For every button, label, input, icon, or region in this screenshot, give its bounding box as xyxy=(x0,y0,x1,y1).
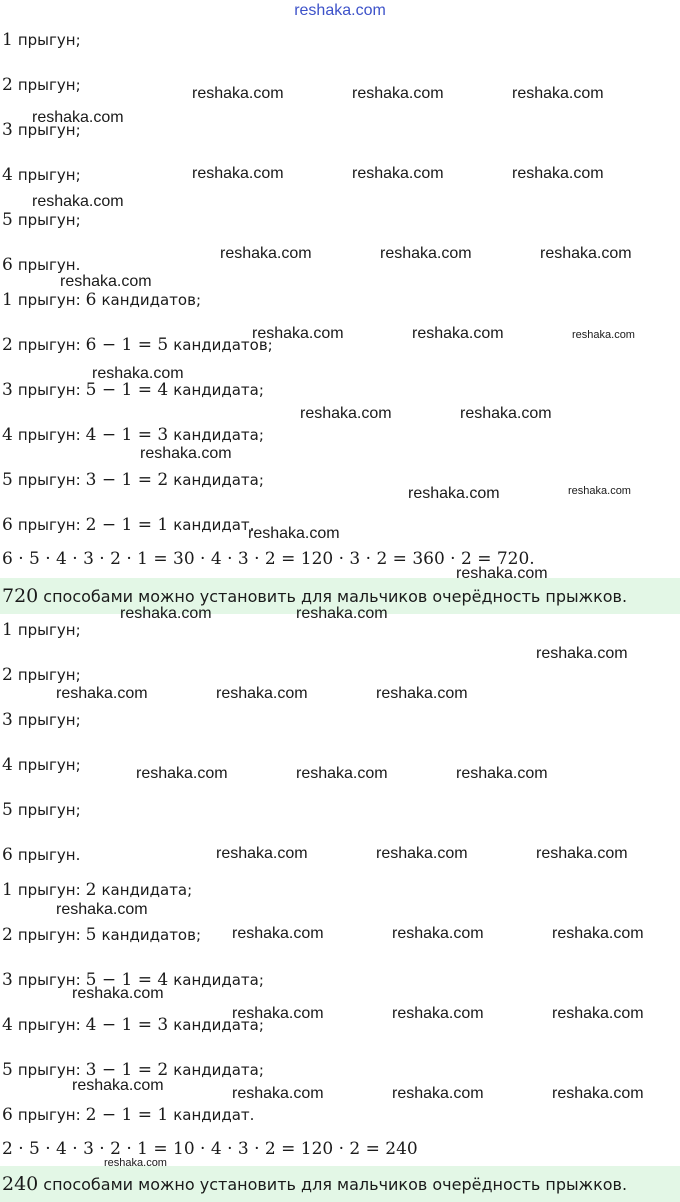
p2-candidate-word: кандидат. xyxy=(173,1106,255,1124)
p2-candidate-expr: 4 − 1 = 3 xyxy=(85,1015,169,1035)
p2-candidate-expr: 5 − 1 = 4 xyxy=(85,970,169,990)
p2-jumper-number: 2 xyxy=(2,665,13,685)
p1-jumper-line-6 xyxy=(2,255,80,275)
watermark: reshaka.com xyxy=(552,1005,644,1022)
p1-candidate-number: 2 xyxy=(2,335,13,355)
p2-candidate-number: 2 xyxy=(2,925,13,945)
watermark: reshaka.com xyxy=(232,1085,324,1102)
p2-candidate-label: прыгун: xyxy=(17,1016,81,1034)
watermark: reshaka.com xyxy=(140,445,232,462)
p1-jumper-line-4 xyxy=(2,165,81,185)
site-header-link[interactable]: reshaka.com xyxy=(294,2,386,19)
p1-candidate-line-6 xyxy=(2,515,254,535)
p1-answer-number: 720 xyxy=(2,585,39,607)
p1-jumper-text: прыгун; xyxy=(17,166,81,184)
p2-candidate-word: кандидата; xyxy=(173,971,264,989)
watermark: reshaka.com xyxy=(568,485,631,497)
p2-jumper-line-1 xyxy=(2,620,81,640)
p2-jumper-text: прыгун. xyxy=(17,846,81,864)
watermark: reshaka.com xyxy=(296,605,388,622)
p2-candidate-expr: 5 xyxy=(85,925,97,945)
p2-candidate-label: прыгун: xyxy=(17,926,81,944)
p1-candidate-label: прыгун: xyxy=(17,291,81,309)
p1-jumper-number: 3 xyxy=(2,120,13,140)
watermark: reshaka.com xyxy=(376,685,468,702)
p2-jumper-text: прыгун; xyxy=(17,801,81,819)
p1-candidate-label: прыгун: xyxy=(17,471,81,489)
watermark: reshaka.com xyxy=(392,1085,484,1102)
p2-jumper-text: прыгун; xyxy=(17,711,81,729)
p1-candidate-number: 4 xyxy=(2,425,13,445)
p1-jumper-text: прыгун; xyxy=(17,121,81,139)
watermark: reshaka.com xyxy=(412,325,504,342)
p2-candidate-expr: 2 xyxy=(85,880,97,900)
p1-candidate-expr: 2 − 1 = 1 xyxy=(85,515,169,535)
p1-candidate-expr: 4 − 1 = 3 xyxy=(85,425,169,445)
watermark: reshaka.com xyxy=(392,925,484,942)
watermark: reshaka.com xyxy=(72,985,164,1002)
p2-jumper-text: прыгун; xyxy=(17,666,81,684)
p2-answer-box xyxy=(0,1166,680,1202)
watermark: reshaka.com xyxy=(552,1085,644,1102)
p2-jumper-line-4 xyxy=(2,755,81,775)
watermark: reshaka.com xyxy=(536,645,628,662)
p1-candidate-word: кандидата; xyxy=(173,426,264,444)
p2-candidate-number: 1 xyxy=(2,880,13,900)
watermark: reshaka.com xyxy=(232,1005,324,1022)
watermark: reshaka.com xyxy=(56,685,148,702)
p2-formula: 2 · 5 · 4 · 3 · 2 · 1 = 10 · 4 · 3 · 2 = 120 · 2 = 240 xyxy=(2,1139,418,1159)
watermark: reshaka.com xyxy=(136,765,228,782)
p1-candidate-word: кандидата; xyxy=(173,471,264,489)
watermark: reshaka.com xyxy=(192,165,284,182)
p2-candidate-label: прыгун: xyxy=(17,881,81,899)
watermark: reshaka.com xyxy=(572,329,635,341)
p2-candidate-label: прыгун: xyxy=(17,1106,81,1124)
p2-jumper-text: прыгун; xyxy=(17,621,81,639)
watermark: reshaka.com xyxy=(56,901,148,918)
p2-candidate-number: 6 xyxy=(2,1105,13,1125)
p1-candidate-label: прыгун: xyxy=(17,336,81,354)
p1-candidate-word: кандидата; xyxy=(173,381,264,399)
watermark: reshaka.com xyxy=(296,765,388,782)
p2-candidate-number: 5 xyxy=(2,1060,13,1080)
p1-candidate-line-4 xyxy=(2,425,264,445)
p1-candidate-number: 3 xyxy=(2,380,13,400)
p1-candidate-expr: 5 − 1 = 4 xyxy=(85,380,169,400)
watermark: reshaka.com xyxy=(32,193,124,210)
p1-jumper-number: 6 xyxy=(2,255,13,275)
p1-jumper-number: 1 xyxy=(2,30,13,50)
watermark: reshaka.com xyxy=(248,525,340,542)
watermark: reshaka.com xyxy=(192,85,284,102)
p1-candidate-word: кандидатов; xyxy=(173,336,273,354)
p1-candidate-line-1 xyxy=(2,290,201,310)
watermark: reshaka.com xyxy=(456,565,548,582)
p2-candidate-word: кандидата; xyxy=(173,1016,264,1034)
p2-candidate-word: кандидата; xyxy=(173,1061,264,1079)
p1-answer-text: способами можно установить для мальчиков очерёдность прыжков. xyxy=(43,586,628,606)
watermark: reshaka.com xyxy=(252,325,344,342)
p1-candidate-line-2 xyxy=(2,335,273,355)
watermark: reshaka.com xyxy=(512,165,604,182)
p2-jumper-line-5 xyxy=(2,800,81,820)
p2-candidate-expr: 3 − 1 = 2 xyxy=(85,1060,169,1080)
p2-jumper-line-2 xyxy=(2,665,81,685)
watermark: reshaka.com xyxy=(540,245,632,262)
watermark: reshaka.com xyxy=(60,273,152,290)
watermark: reshaka.com xyxy=(300,405,392,422)
p2-jumper-text: прыгун; xyxy=(17,756,81,774)
p2-jumper-number: 6 xyxy=(2,845,13,865)
p1-candidate-label: прыгун: xyxy=(17,516,81,534)
p1-jumper-text: прыгун; xyxy=(17,31,81,49)
p2-jumper-number: 5 xyxy=(2,800,13,820)
p2-jumper-number: 3 xyxy=(2,710,13,730)
p1-jumper-text: прыгун. xyxy=(17,256,81,274)
p2-jumper-line-3 xyxy=(2,710,81,730)
watermark: reshaka.com xyxy=(392,1005,484,1022)
watermark: reshaka.com xyxy=(104,1157,167,1169)
watermark: reshaka.com xyxy=(72,1077,164,1094)
p1-jumper-line-2 xyxy=(2,75,81,95)
p1-formula: 6 · 5 · 4 · 3 · 2 · 1 = 30 · 4 · 3 · 2 = 120 · 3 · 2 = 360 · 2 = 720. xyxy=(2,549,535,569)
p2-candidate-word: кандидатов; xyxy=(101,926,202,944)
watermark: reshaka.com xyxy=(216,845,308,862)
watermark: reshaka.com xyxy=(376,845,468,862)
watermark: reshaka.com xyxy=(232,925,324,942)
p1-jumper-line-5 xyxy=(2,210,81,230)
p1-candidate-word: кандидат. xyxy=(173,516,255,534)
watermark: reshaka.com xyxy=(352,85,444,102)
p1-candidate-expr: 6 xyxy=(85,290,97,310)
p2-candidate-line-4 xyxy=(2,1015,264,1035)
watermark: reshaka.com xyxy=(536,845,628,862)
p1-jumper-line-1 xyxy=(2,30,81,50)
watermark: reshaka.com xyxy=(552,925,644,942)
p2-jumper-line-6 xyxy=(2,845,80,865)
watermark: reshaka.com xyxy=(380,245,472,262)
p2-jumper-number: 4 xyxy=(2,755,13,775)
p2-candidate-number: 3 xyxy=(2,970,13,990)
p1-candidate-expr: 3 − 1 = 2 xyxy=(85,470,169,490)
watermark: reshaka.com xyxy=(220,245,312,262)
watermark: reshaka.com xyxy=(216,685,308,702)
p2-candidate-label: прыгун: xyxy=(17,1061,81,1079)
watermark: reshaka.com xyxy=(456,765,548,782)
p1-jumper-number: 5 xyxy=(2,210,13,230)
p2-candidate-line-6 xyxy=(2,1105,254,1125)
p1-candidate-number: 1 xyxy=(2,290,13,310)
p1-candidate-expr: 6 − 1 = 5 xyxy=(85,335,169,355)
p1-jumper-text: прыгун; xyxy=(17,211,81,229)
p2-candidate-word: кандидата; xyxy=(101,881,193,899)
p2-candidate-line-2 xyxy=(2,925,201,945)
watermark: reshaka.com xyxy=(460,405,552,422)
p1-jumper-number: 2 xyxy=(2,75,13,95)
watermark: reshaka.com xyxy=(352,165,444,182)
p2-candidate-number: 4 xyxy=(2,1015,13,1035)
watermark: reshaka.com xyxy=(92,365,184,382)
p2-candidate-expr: 2 − 1 = 1 xyxy=(85,1105,169,1125)
p1-candidate-word: кандидатов; xyxy=(101,291,202,309)
watermark: reshaka.com xyxy=(408,485,500,502)
p1-candidate-label: прыгун: xyxy=(17,426,81,444)
p2-candidate-line-1 xyxy=(2,880,192,900)
watermark: reshaka.com xyxy=(120,605,212,622)
p1-candidate-line-3 xyxy=(2,380,264,400)
watermark: reshaka.com xyxy=(512,85,604,102)
p1-candidate-number: 6 xyxy=(2,515,13,535)
p2-candidate-label: прыгун: xyxy=(17,971,81,989)
p1-candidate-line-5 xyxy=(2,470,264,490)
watermark: reshaka.com xyxy=(32,109,124,126)
p1-candidate-label: прыгун: xyxy=(17,381,81,399)
p2-answer-text: способами можно установить для мальчиков очерёдность прыжков. xyxy=(43,1174,628,1194)
p2-answer-number: 240 xyxy=(2,1173,39,1195)
p1-jumper-number: 4 xyxy=(2,165,13,185)
p1-jumper-text: прыгун; xyxy=(17,76,81,94)
p1-candidate-number: 5 xyxy=(2,470,13,490)
p2-jumper-number: 1 xyxy=(2,620,13,640)
